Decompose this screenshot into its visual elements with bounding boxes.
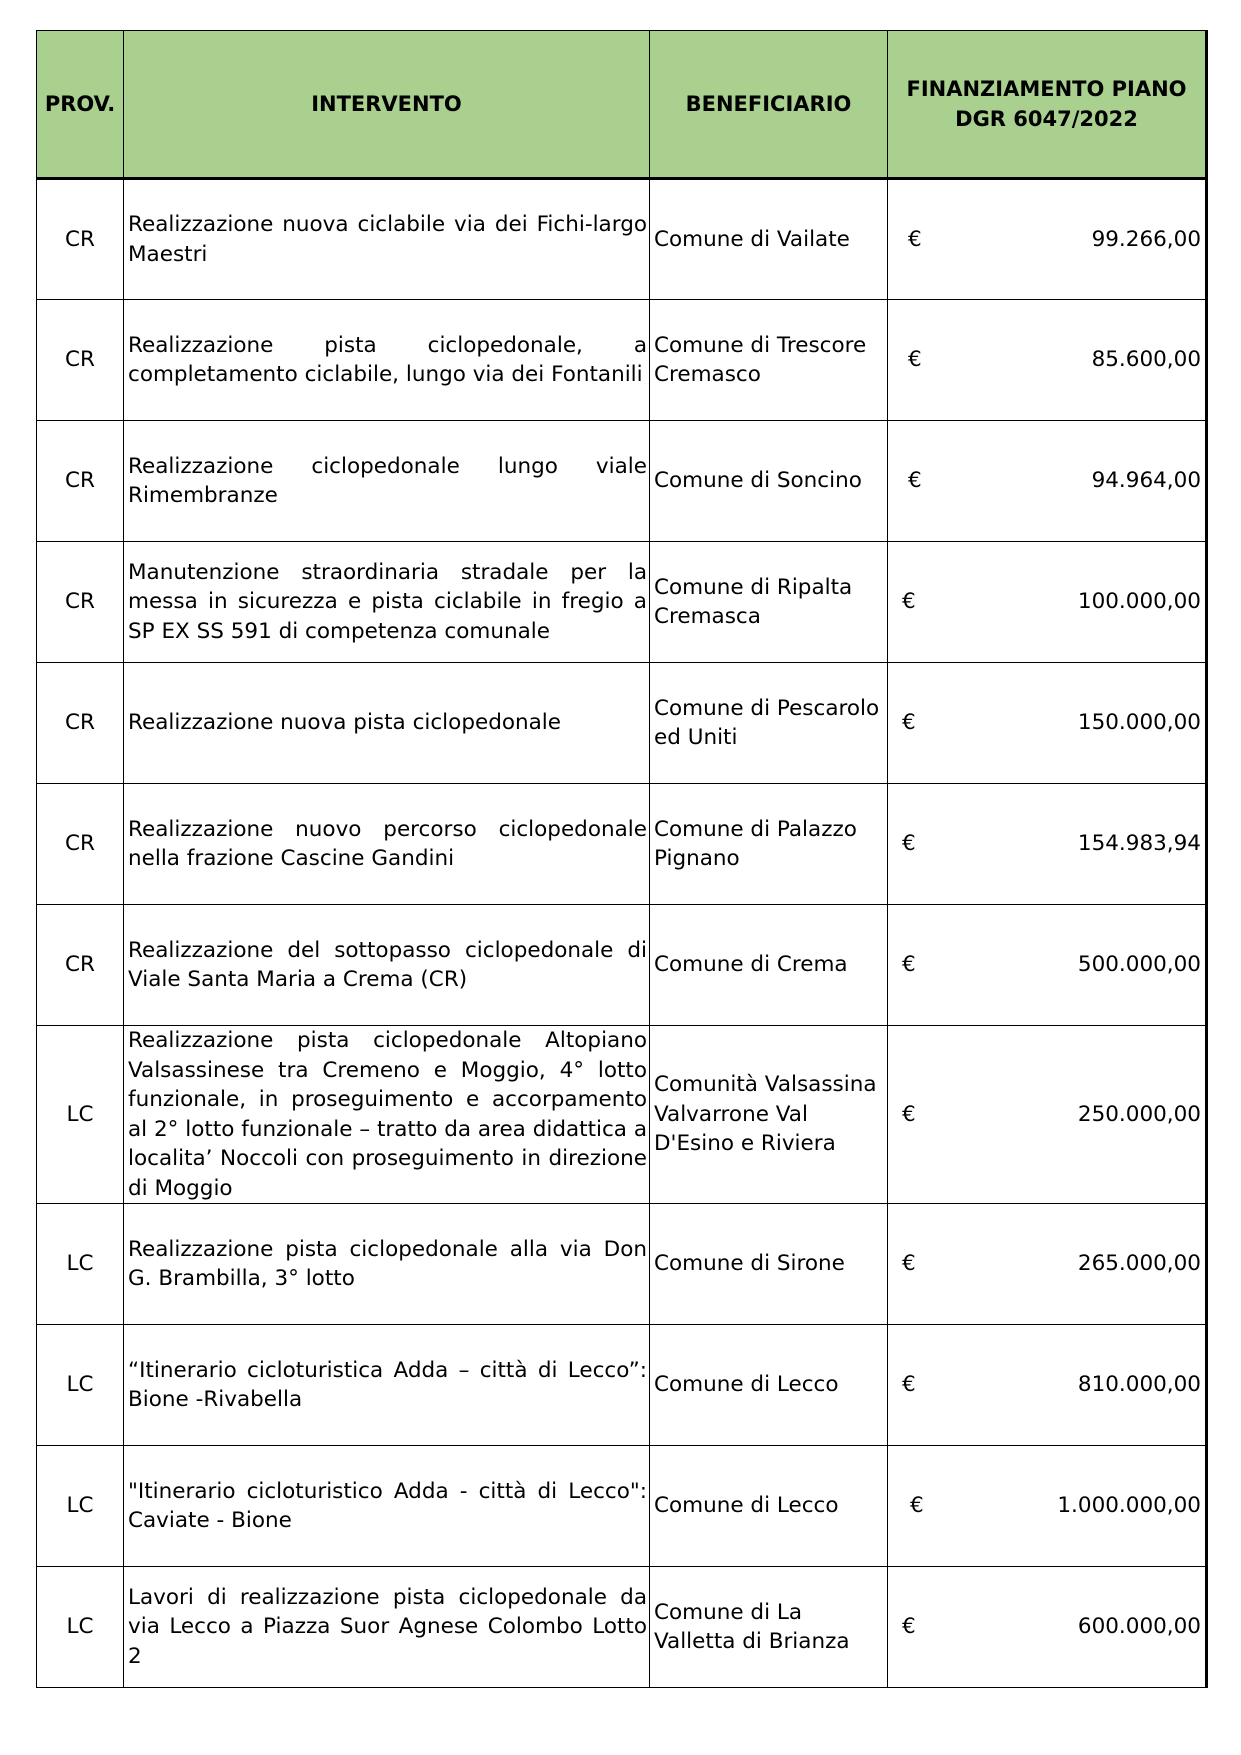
- amount: 154.983,94: [1077, 831, 1201, 857]
- currency-symbol: €: [908, 347, 922, 373]
- currency-symbol: €: [902, 1251, 916, 1277]
- table-row: [37, 663, 1207, 784]
- cell-beneficiario: Comune di Sirone: [650, 1204, 888, 1325]
- amount: 85.600,00: [1091, 347, 1201, 373]
- cell-finanziamento: [888, 663, 1207, 784]
- cell-finanziamento: [888, 905, 1207, 1026]
- cell-beneficiario: Comune di Vailate: [650, 179, 888, 300]
- cell-finanziamento: [888, 1204, 1207, 1325]
- table-row: [37, 784, 1207, 905]
- cell-beneficiario: Comune di La Valletta di Brianza: [650, 1567, 888, 1688]
- amount: 100.000,00: [1077, 589, 1201, 615]
- amount: 265.000,00: [1077, 1251, 1201, 1277]
- cell-intervento: Realizzazione pista ciclopedonale alla via Don G. Brambilla, 3° lotto: [124, 1204, 650, 1325]
- amount: 810.000,00: [1077, 1372, 1201, 1398]
- cell-prov: CR: [37, 784, 124, 905]
- cell-finanziamento: [888, 542, 1207, 663]
- table-row: [37, 1567, 1207, 1688]
- cell-intervento: Realizzazione pista ciclopedonale Altopiano Valsassinese tra Cremeno e Moggio, 4° lotto funzionale, in proseguimento e accorpamento al 2° lotto funzionale – tratto da area didattica a localita’ Noccoli con proseguimento in direzione di Moggio: [124, 1026, 650, 1204]
- cell-beneficiario: Comune di Ripalta Cremasca: [650, 542, 888, 663]
- cell-beneficiario: Comune di Lecco: [650, 1325, 888, 1446]
- currency-symbol: €: [902, 1614, 916, 1640]
- amount: 1.000.000,00: [1057, 1493, 1201, 1519]
- currency-symbol: €: [902, 952, 916, 978]
- currency-symbol: €: [902, 831, 916, 857]
- cell-prov: LC: [37, 1325, 124, 1446]
- cell-intervento: Manutenzione straordinaria stradale per la messa in sicurezza e pista ciclabile in fregio a SP EX SS 591 di competenza comunale: [124, 542, 650, 663]
- cell-prov: CR: [37, 663, 124, 784]
- amount: 99.266,00: [1091, 226, 1201, 252]
- currency-symbol: €: [902, 710, 916, 736]
- cell-beneficiario: Comune di Palazzo Pignano: [650, 784, 888, 905]
- amount: 500.000,00: [1077, 952, 1201, 978]
- table-row: [37, 1026, 1207, 1204]
- cell-prov: CR: [37, 300, 124, 421]
- cell-intervento: Realizzazione nuova pista ciclopedonale: [124, 663, 650, 784]
- header-finanziamento: [888, 31, 1207, 179]
- table-row: [37, 421, 1207, 542]
- amount: 150.000,00: [1077, 710, 1201, 736]
- cell-beneficiario: Comune di Pescarolo ed Uniti: [650, 663, 888, 784]
- cell-finanziamento: [888, 300, 1207, 421]
- amount: 250.000,00: [1077, 1101, 1201, 1127]
- table-row: [37, 1204, 1207, 1325]
- cell-prov: CR: [37, 905, 124, 1026]
- table-row: [37, 1446, 1207, 1567]
- header-beneficiario: BENEFICIARIO: [650, 31, 888, 179]
- cell-intervento: Realizzazione del sottopasso ciclopedonale di Viale Santa Maria a Crema (CR): [124, 905, 650, 1026]
- cell-prov: CR: [37, 421, 124, 542]
- cell-finanziamento: [888, 1567, 1207, 1688]
- currency-symbol: €: [910, 1493, 924, 1519]
- cell-intervento: Realizzazione ciclopedonale lungo viale Rimembranze: [124, 421, 650, 542]
- header-prov: PROV.: [37, 31, 124, 179]
- cell-intervento: Lavori di realizzazione pista ciclopedonale da via Lecco a Piazza Suor Agnese Colombo Lotto 2: [124, 1567, 650, 1688]
- cell-prov: LC: [37, 1446, 124, 1567]
- cell-intervento: Realizzazione nuovo percorso ciclopedonale nella frazione Cascine Gandini: [124, 784, 650, 905]
- table-row: [37, 1325, 1207, 1446]
- cell-intervento: Realizzazione pista ciclopedonale, a completamento ciclabile, lungo via dei Fontanili: [124, 300, 650, 421]
- currency-symbol: €: [908, 468, 922, 494]
- header-finanziamento-line1: FINANZIAMENTO PIANO: [906, 77, 1187, 101]
- currency-symbol: €: [902, 589, 916, 615]
- cell-finanziamento: [888, 1026, 1207, 1204]
- cell-intervento: "Itinerario cicloturistico Adda - città di Lecco": Caviate - Bione: [124, 1446, 650, 1567]
- cell-beneficiario: Comune di Crema: [650, 905, 888, 1026]
- header-intervento: INTERVENTO: [124, 31, 650, 179]
- table-row: [37, 179, 1207, 300]
- cell-beneficiario: Comune di Trescore Cremasco: [650, 300, 888, 421]
- funding-table: [36, 30, 1208, 1688]
- cell-prov: LC: [37, 1026, 124, 1204]
- cell-finanziamento: [888, 179, 1207, 300]
- cell-prov: CR: [37, 542, 124, 663]
- amount: 600.000,00: [1077, 1614, 1201, 1640]
- cell-prov: LC: [37, 1204, 124, 1325]
- cell-intervento: “Itinerario cicloturistica Adda – città di Lecco”: Bione -Rivabella: [124, 1325, 650, 1446]
- table-row: [37, 542, 1207, 663]
- cell-finanziamento: [888, 1446, 1207, 1567]
- table-row: [37, 905, 1207, 1026]
- currency-symbol: €: [908, 226, 922, 252]
- cell-prov: CR: [37, 179, 124, 300]
- header-finanziamento-line2: DGR 6047/2022: [955, 107, 1138, 131]
- cell-finanziamento: [888, 784, 1207, 905]
- cell-beneficiario: Comune di Lecco: [650, 1446, 888, 1567]
- currency-symbol: €: [902, 1372, 916, 1398]
- cell-beneficiario: Comunità Valsassina Valvarrone Val D'Esino e Riviera: [650, 1026, 888, 1204]
- cell-finanziamento: [888, 1325, 1207, 1446]
- header-row: [37, 31, 1207, 179]
- table-row: [37, 300, 1207, 421]
- cell-prov: LC: [37, 1567, 124, 1688]
- amount: 94.964,00: [1091, 468, 1201, 494]
- cell-intervento: Realizzazione nuova ciclabile via dei Fichi-largo Maestri: [124, 179, 650, 300]
- currency-symbol: €: [902, 1101, 916, 1127]
- cell-beneficiario: Comune di Soncino: [650, 421, 888, 542]
- cell-finanziamento: [888, 421, 1207, 542]
